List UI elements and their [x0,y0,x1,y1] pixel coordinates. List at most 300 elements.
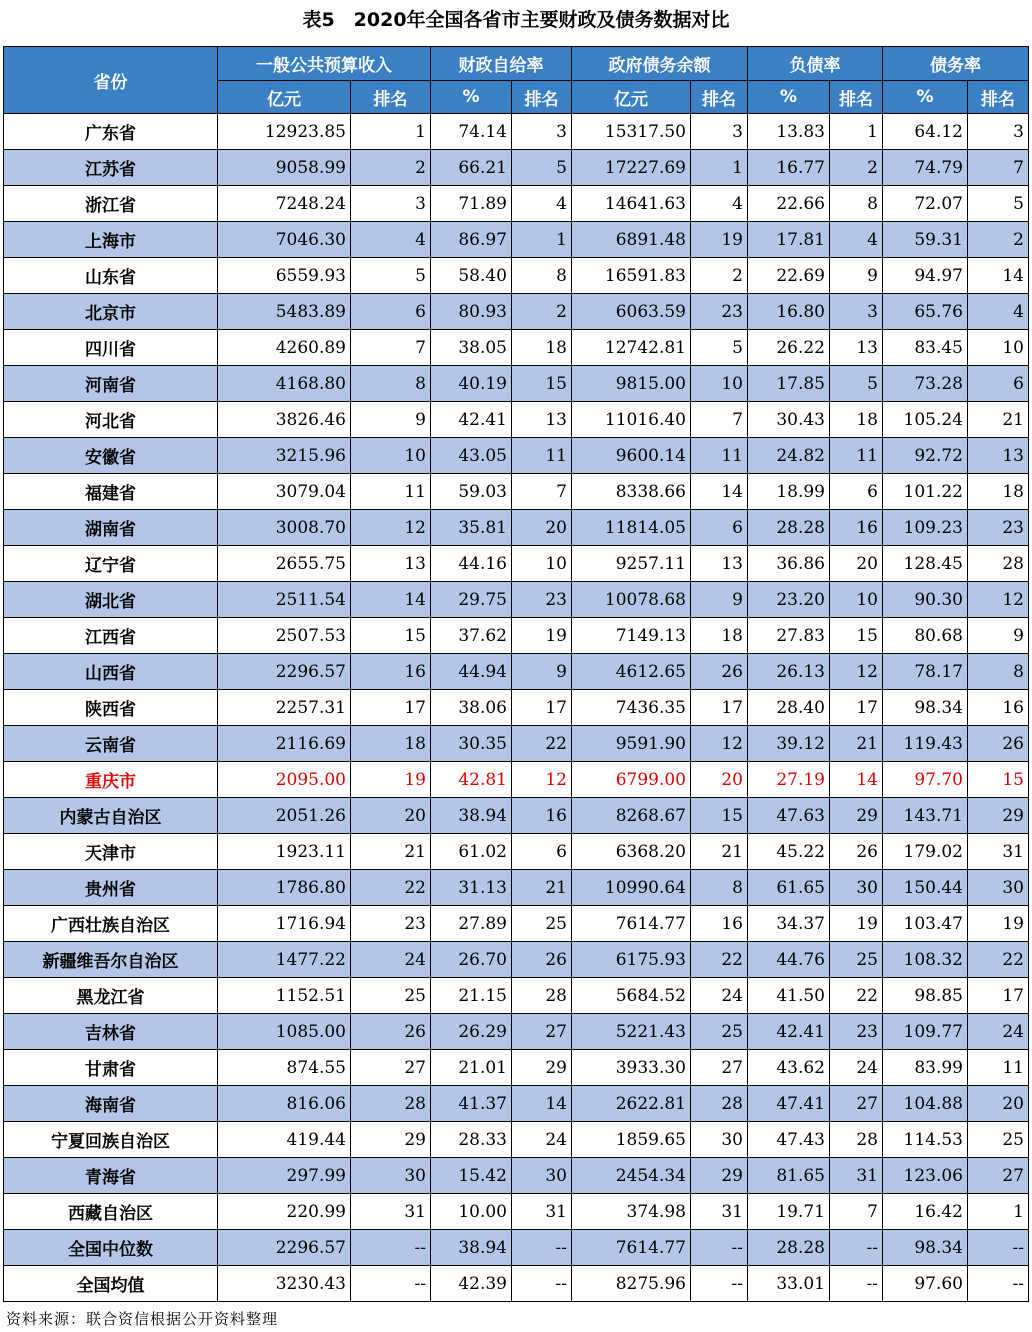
group-header-liability-ratio: 负债率 [748,47,883,81]
rank-cell: 24 [830,1050,883,1086]
rank-cell: 19 [691,222,748,258]
table-row [4,978,1029,1014]
value-cell: 59.31 [883,222,968,258]
rank-cell: -- [830,1266,883,1302]
value-cell: 109.23 [883,510,968,546]
table-row [4,474,1029,510]
value-cell: 34.37 [748,906,830,942]
value-cell: 16591.83 [572,258,691,294]
rank-cell: 28 [691,1086,748,1122]
rank-cell: 23 [830,1014,883,1050]
value-cell: 2507.53 [218,618,351,654]
rank-cell: 22 [691,942,748,978]
unit-header: 亿元 [572,81,691,114]
value-cell: 33.01 [748,1266,830,1302]
rank-cell: 13 [830,330,883,366]
value-cell: 16.80 [748,294,830,330]
rank-cell: 1 [968,1194,1029,1230]
value-cell: 39.12 [748,726,830,762]
rank-cell: 21 [830,726,883,762]
rank-cell: 28 [968,546,1029,582]
value-cell: 86.97 [431,222,512,258]
rank-cell: 19 [968,906,1029,942]
province-name-cell: 广西壮族自治区 [4,906,218,942]
rank-cell: 25 [830,942,883,978]
value-cell: 45.22 [748,834,830,870]
rank-cell: 4 [830,222,883,258]
value-cell: 27.83 [748,618,830,654]
value-cell: 9058.99 [218,150,351,186]
table-row [4,798,1029,834]
value-cell: 6799.00 [572,762,691,798]
value-cell: 1477.22 [218,942,351,978]
value-cell: 8338.66 [572,474,691,510]
rank-cell: 30 [830,870,883,906]
value-cell: 78.17 [883,654,968,690]
rank-cell: 31 [351,1194,431,1230]
value-cell: 6063.59 [572,294,691,330]
value-cell: 8268.67 [572,798,691,834]
rank-cell: 19 [512,618,572,654]
value-cell: 59.03 [431,474,512,510]
value-cell: 374.98 [572,1194,691,1230]
table-row [4,186,1029,222]
rank-cell: 14 [968,258,1029,294]
rank-cell: 1 [830,114,883,150]
rank-cell: 3 [691,114,748,150]
value-cell: 47.43 [748,1122,830,1158]
rank-cell: 26 [691,654,748,690]
province-header: 省份 [4,47,218,114]
rank-cell: 21 [691,834,748,870]
rank-cell: -- [512,1230,572,1266]
rank-cell: 10 [351,438,431,474]
value-cell: 73.28 [883,366,968,402]
rank-cell: 7 [512,474,572,510]
value-cell: 83.99 [883,1050,968,1086]
province-name-cell: 黑龙江省 [4,978,218,1014]
province-name-cell: 河南省 [4,366,218,402]
value-cell: 26.70 [431,942,512,978]
province-name-cell: 辽宁省 [4,546,218,582]
rank-cell: 4 [968,294,1029,330]
value-cell: 44.94 [431,654,512,690]
value-cell: 31.13 [431,870,512,906]
value-cell: 47.63 [748,798,830,834]
rank-cell: -- [968,1230,1029,1266]
rank-cell: -- [351,1230,431,1266]
rank-cell: 12 [968,582,1029,618]
province-name-cell: 北京市 [4,294,218,330]
province-name-cell: 海南省 [4,1086,218,1122]
table-row [4,366,1029,402]
rank-cell: 9 [512,654,572,690]
rank-cell: 29 [691,1158,748,1194]
rank-cell: 7 [830,1194,883,1230]
table-row [4,1014,1029,1050]
table-row [4,690,1029,726]
value-cell: 80.68 [883,618,968,654]
rank-cell: -- [691,1230,748,1266]
value-cell: 874.55 [218,1050,351,1086]
value-cell: 114.53 [883,1122,968,1158]
rank-cell: 18 [968,474,1029,510]
rank-cell: 23 [691,294,748,330]
value-cell: 27.89 [431,906,512,942]
rank-cell: 11 [512,438,572,474]
rank-cell: 15 [968,762,1029,798]
rank-cell: 14 [512,1086,572,1122]
table-row [4,546,1029,582]
value-cell: 2051.26 [218,798,351,834]
province-name-cell: 贵州省 [4,870,218,906]
rank-cell: 22 [968,942,1029,978]
rank-cell: 12 [512,762,572,798]
rank-cell: -- [691,1266,748,1302]
rank-cell: 22 [351,870,431,906]
rank-cell: 11 [691,438,748,474]
rank-cell: 25 [691,1014,748,1050]
value-cell: 13.83 [748,114,830,150]
rank-cell: 15 [351,618,431,654]
rank-cell: 16 [691,906,748,942]
table-row [4,294,1029,330]
value-cell: 4168.80 [218,366,351,402]
value-cell: 1859.65 [572,1122,691,1158]
rank-cell: 24 [968,1014,1029,1050]
rank-cell: 20 [830,546,883,582]
rank-cell: 5 [351,258,431,294]
value-cell: 38.94 [431,1230,512,1266]
rank-cell: 11 [351,474,431,510]
value-cell: 42.39 [431,1266,512,1302]
table-row [4,510,1029,546]
table-row [4,258,1029,294]
province-name-cell: 宁夏回族自治区 [4,1122,218,1158]
rank-cell: 10 [968,330,1029,366]
value-cell: 44.76 [748,942,830,978]
rank-cell: 29 [351,1122,431,1158]
value-cell: 71.89 [431,186,512,222]
province-name-cell: 河北省 [4,402,218,438]
table-title: 表5 2020年全国各省市主要财政及债务数据对比 [302,9,730,31]
table-row [4,1266,1029,1302]
rank-cell: 7 [691,402,748,438]
rank-cell: 27 [512,1014,572,1050]
rank-header: 排名 [691,81,748,114]
value-cell: 3215.96 [218,438,351,474]
unit-header: 亿元 [218,81,351,114]
rank-cell: 18 [512,330,572,366]
table-row [4,438,1029,474]
rank-cell: 3 [830,294,883,330]
rank-cell: 27 [968,1158,1029,1194]
value-cell: 92.72 [883,438,968,474]
rank-header: 排名 [512,81,572,114]
rank-cell: 9 [351,402,431,438]
value-cell: 10990.64 [572,870,691,906]
rank-cell: 27 [351,1050,431,1086]
value-cell: 109.77 [883,1014,968,1050]
rank-cell: 20 [968,1086,1029,1122]
rank-cell: 21 [351,834,431,870]
table-row [4,1230,1029,1266]
value-cell: 80.93 [431,294,512,330]
rank-cell: -- [351,1266,431,1302]
province-name-cell: 湖北省 [4,582,218,618]
value-cell: 6559.93 [218,258,351,294]
province-name-cell: 云南省 [4,726,218,762]
value-cell: 104.88 [883,1086,968,1122]
rank-cell: 25 [351,978,431,1014]
value-cell: 6175.93 [572,942,691,978]
rank-cell: 12 [691,726,748,762]
value-cell: 94.97 [883,258,968,294]
rank-cell: 10 [512,546,572,582]
table-row [4,582,1029,618]
rank-cell: 6 [351,294,431,330]
value-cell: 2296.57 [218,1230,351,1266]
value-cell: 12923.85 [218,114,351,150]
value-cell: 108.32 [883,942,968,978]
rank-cell: 28 [830,1122,883,1158]
value-cell: 36.86 [748,546,830,582]
rank-cell: 31 [512,1194,572,1230]
value-cell: 17.81 [748,222,830,258]
value-cell: 419.44 [218,1122,351,1158]
value-cell: 16.77 [748,150,830,186]
province-name-cell: 全国中位数 [4,1230,218,1266]
fiscal-data-table [3,46,1029,1302]
rank-cell: 30 [691,1122,748,1158]
rank-cell: 31 [968,834,1029,870]
group-header-debt-ratio: 债务率 [883,47,1029,81]
table-row [4,906,1029,942]
value-cell: 10.00 [431,1194,512,1230]
table-row [4,402,1029,438]
rank-cell: 13 [351,546,431,582]
value-cell: 103.47 [883,906,968,942]
rank-cell: 18 [830,402,883,438]
table-row [4,762,1029,798]
value-cell: 2454.34 [572,1158,691,1194]
value-cell: 9815.00 [572,366,691,402]
rank-cell: 16 [830,510,883,546]
value-cell: 4260.89 [218,330,351,366]
value-cell: 38.94 [431,798,512,834]
value-cell: 30.43 [748,402,830,438]
rank-header: 排名 [351,81,431,114]
value-cell: 61.65 [748,870,830,906]
rank-cell: 18 [691,618,748,654]
value-cell: 97.70 [883,762,968,798]
value-cell: 29.75 [431,582,512,618]
value-cell: 7149.13 [572,618,691,654]
value-cell: 17227.69 [572,150,691,186]
rank-cell: 8 [351,366,431,402]
unit-header: % [748,81,830,114]
value-cell: 41.37 [431,1086,512,1122]
province-name-cell: 福建省 [4,474,218,510]
value-cell: 22.69 [748,258,830,294]
province-name-cell: 江西省 [4,618,218,654]
value-cell: 5483.89 [218,294,351,330]
table-row [4,1194,1029,1230]
rank-cell: 29 [512,1050,572,1086]
value-cell: 15.42 [431,1158,512,1194]
value-cell: 38.05 [431,330,512,366]
value-cell: 2116.69 [218,726,351,762]
value-cell: 2655.75 [218,546,351,582]
rank-cell: 18 [351,726,431,762]
province-name-cell: 内蒙古自治区 [4,798,218,834]
rank-cell: 23 [351,906,431,942]
value-cell: 26.22 [748,330,830,366]
rank-cell: 8 [830,186,883,222]
rank-cell: 19 [351,762,431,798]
rank-cell: 2 [512,294,572,330]
province-name-cell: 西藏自治区 [4,1194,218,1230]
table-row [4,330,1029,366]
value-cell: 58.40 [431,258,512,294]
rank-cell: 2 [351,150,431,186]
rank-cell: 30 [968,870,1029,906]
rank-cell: 16 [512,798,572,834]
value-cell: 3933.30 [572,1050,691,1086]
value-cell: 9600.14 [572,438,691,474]
table-header [4,47,1029,114]
value-cell: 43.62 [748,1050,830,1086]
province-name-cell: 浙江省 [4,186,218,222]
value-cell: 64.12 [883,114,968,150]
group-header-revenue: 一般公共预算收入 [218,47,431,81]
rank-cell: 22 [830,978,883,1014]
value-cell: 2257.31 [218,690,351,726]
rank-cell: 21 [968,402,1029,438]
value-cell: 43.05 [431,438,512,474]
value-cell: 3826.46 [218,402,351,438]
value-cell: 28.33 [431,1122,512,1158]
value-cell: 42.41 [748,1014,830,1050]
value-cell: 3079.04 [218,474,351,510]
rank-cell: 4 [691,186,748,222]
table-row [4,222,1029,258]
value-cell: 30.35 [431,726,512,762]
rank-cell: 17 [968,978,1029,1014]
rank-cell: 23 [968,510,1029,546]
value-cell: 81.65 [748,1158,830,1194]
rank-cell: 15 [512,366,572,402]
value-cell: 1085.00 [218,1014,351,1050]
table-row [4,1050,1029,1086]
rank-cell: 14 [830,762,883,798]
province-name-cell: 四川省 [4,330,218,366]
rank-cell: 27 [691,1050,748,1086]
value-cell: 44.16 [431,546,512,582]
table-row [4,834,1029,870]
rank-cell: 20 [691,762,748,798]
value-cell: 816.06 [218,1086,351,1122]
value-cell: 101.22 [883,474,968,510]
value-cell: 11016.40 [572,402,691,438]
rank-cell: 5 [830,366,883,402]
rank-cell: 6 [512,834,572,870]
rank-cell: 13 [968,438,1029,474]
rank-cell: 17 [351,690,431,726]
rank-cell: 9 [691,582,748,618]
table-row [4,1122,1029,1158]
value-cell: 40.19 [431,366,512,402]
rank-cell: 24 [691,978,748,1014]
province-name-cell: 江苏省 [4,150,218,186]
rank-cell: 19 [830,906,883,942]
rank-cell: 8 [512,258,572,294]
value-cell: 97.60 [883,1266,968,1302]
rank-cell: 29 [830,798,883,834]
value-cell: 7046.30 [218,222,351,258]
value-cell: 15317.50 [572,114,691,150]
value-cell: 6368.20 [572,834,691,870]
province-name-cell: 吉林省 [4,1014,218,1050]
value-cell: 16.42 [883,1194,968,1230]
value-cell: 28.28 [748,510,830,546]
value-cell: 66.21 [431,150,512,186]
rank-cell: 3 [351,186,431,222]
value-cell: 150.44 [883,870,968,906]
rank-cell: -- [512,1266,572,1302]
value-cell: 42.81 [431,762,512,798]
value-cell: 41.50 [748,978,830,1014]
value-cell: 7248.24 [218,186,351,222]
rank-cell: 8 [968,654,1029,690]
value-cell: 98.34 [883,690,968,726]
rank-cell: 28 [512,978,572,1014]
rank-cell: 15 [830,618,883,654]
rank-cell: 2 [830,150,883,186]
rank-cell: 30 [512,1158,572,1194]
value-cell: 38.06 [431,690,512,726]
rank-cell: 14 [691,474,748,510]
table-row [4,726,1029,762]
province-name-cell: 广东省 [4,114,218,150]
table-row [4,1158,1029,1194]
value-cell: 47.41 [748,1086,830,1122]
rank-cell: 25 [968,1122,1029,1158]
value-cell: 3008.70 [218,510,351,546]
rank-cell: 7 [351,330,431,366]
rank-cell: 13 [512,402,572,438]
table-row [4,150,1029,186]
rank-cell: 26 [512,942,572,978]
rank-cell: 11 [968,1050,1029,1086]
rank-cell: 16 [968,690,1029,726]
value-cell: 11814.05 [572,510,691,546]
group-header-debt-balance: 政府债务余额 [572,47,748,81]
value-cell: 72.07 [883,186,968,222]
rank-cell: 4 [512,186,572,222]
value-cell: 1786.80 [218,870,351,906]
value-cell: 10078.68 [572,582,691,618]
province-name-cell: 新疆维吾尔自治区 [4,942,218,978]
value-cell: 123.06 [883,1158,968,1194]
rank-cell: 25 [512,906,572,942]
province-name-cell: 湖南省 [4,510,218,546]
rank-cell: 29 [968,798,1029,834]
value-cell: 7614.77 [572,1230,691,1266]
table-row [4,942,1029,978]
value-cell: 8275.96 [572,1266,691,1302]
rank-cell: 24 [512,1122,572,1158]
